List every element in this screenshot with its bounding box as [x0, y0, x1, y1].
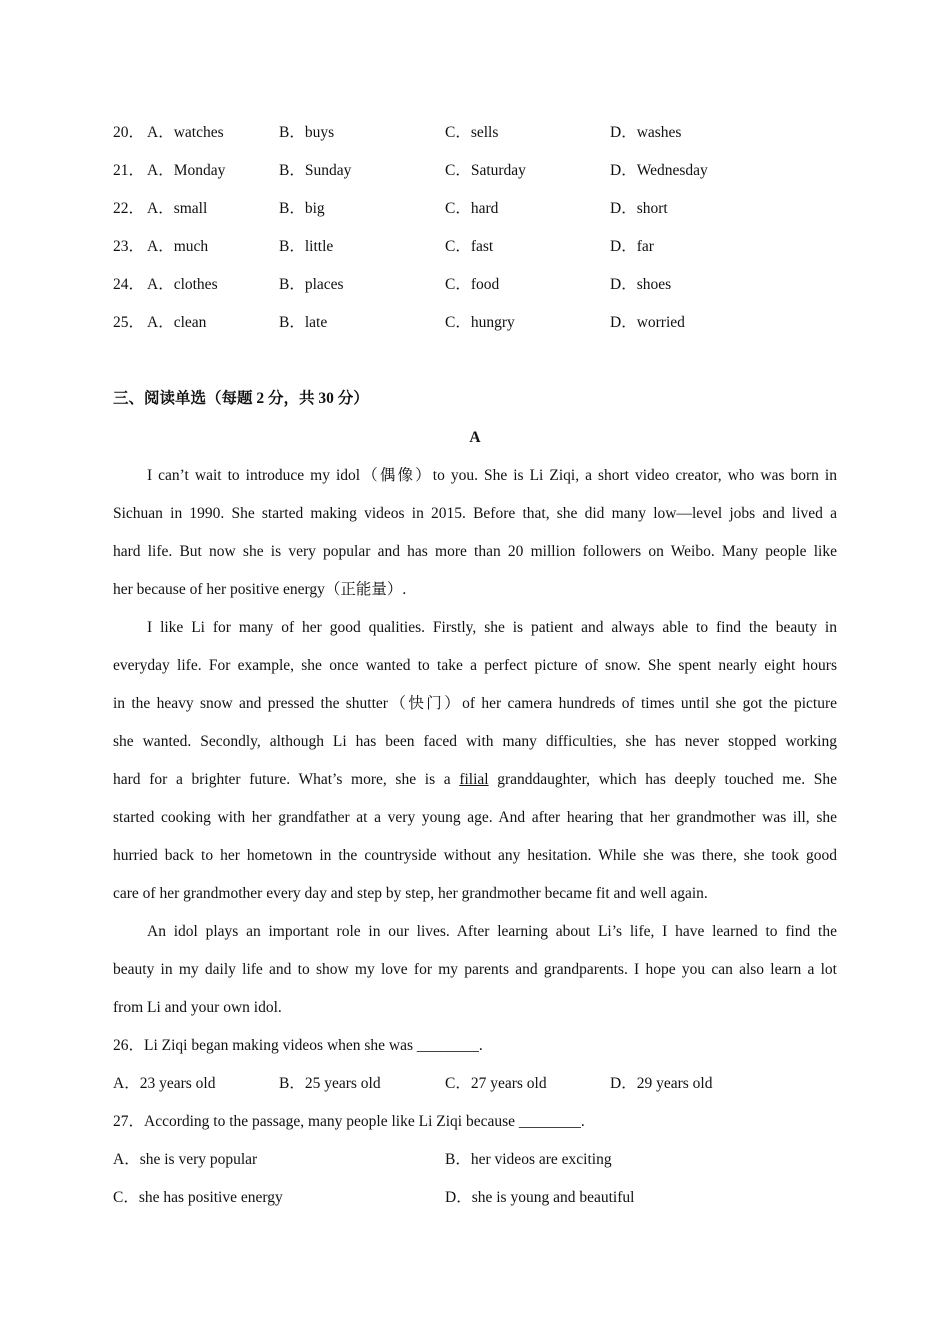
option-c: C．27 years old: [445, 1075, 547, 1092]
passage-line: everyday life. For example, she once wanted to take a perfect picture of snow. She spent nearly eight hours: [113, 657, 837, 674]
option-c: C．fast: [445, 238, 494, 255]
option-b: B．places: [279, 276, 344, 293]
option-d: D．far: [610, 238, 654, 255]
passage-line: I can’t wait to introduce my idol（偶像）to you. She is Li Ziqi, a short video creator, who was born in: [147, 467, 837, 484]
option-d: D．Wednesday: [610, 162, 708, 179]
question-number: 22．: [113, 200, 145, 217]
passage-line: I like Li for many of her good qualities. Firstly, she is patient and always able to find the beauty in: [147, 619, 837, 636]
question-number: 24．: [113, 276, 145, 293]
question-number: 20．: [113, 124, 145, 141]
option-a: A．she is very popular: [113, 1151, 258, 1168]
text-after: granddaughter, which has deeply touched me. She: [488, 771, 837, 788]
passage-line-filial: [113, 768, 837, 792]
passage-line: care of her grandmother every day and step by step, her grandmother became fit and well again.: [113, 885, 708, 902]
option-c: C．hard: [445, 200, 499, 217]
underlined-word-filial: filial: [459, 771, 489, 788]
question-number: 25．: [113, 314, 145, 331]
option-a: A．watches: [147, 124, 224, 141]
option-a: A．clothes: [147, 276, 218, 293]
passage-line: beauty in my daily life and to show my love for my parents and grandparents. I hope you can also learn a lot: [113, 961, 837, 978]
option-a: A．much: [147, 238, 209, 255]
option-c: C．hungry: [445, 314, 515, 331]
option-a: A．Monday: [147, 162, 226, 179]
option-d: D．29 years old: [610, 1075, 713, 1092]
option-b: B．little: [279, 238, 334, 255]
question-27-stem: 27．According to the passage, many people like Li Ziqi because ________.: [113, 1113, 585, 1130]
option-d: D．short: [610, 200, 668, 217]
option-a: A．23 years old: [113, 1075, 216, 1092]
passage-line: started cooking with her grandfather at a very young age. And after hearing that her grandmother was ill, she: [113, 809, 837, 826]
option-b: B．Sunday: [279, 162, 352, 179]
passage-line: hurried back to her hometown in the countryside without any hesitation. While she was there, she took good: [113, 847, 837, 864]
passage-line: Sichuan in 1990. She started making videos in 2015. Before that, she did many low—level jobs and lived a: [113, 505, 837, 522]
question-number: 23．: [113, 238, 145, 255]
option-c: C．food: [445, 276, 500, 293]
passage-line: her because of her positive energy（正能量）.: [113, 581, 407, 598]
option-a: A．small: [147, 200, 208, 217]
question-number: 21．: [113, 162, 145, 179]
option-d: D．she is young and beautiful: [445, 1189, 635, 1206]
option-b: B．buys: [279, 124, 335, 141]
option-b: B．25 years old: [279, 1075, 381, 1092]
option-d: D．washes: [610, 124, 682, 141]
passage-line: in the heavy snow and pressed the shutter（快门）of her camera hundreds of times until she got the picture: [113, 695, 837, 712]
text-before: hard for a brighter future. What’s more, she is a: [113, 771, 460, 788]
option-a: A．clean: [147, 314, 207, 331]
passage-line: she wanted. Secondly, although Li has been faced with many difficulties, she has never stopped working: [113, 733, 837, 750]
option-d: D．worried: [610, 314, 685, 331]
option-b: B．late: [279, 314, 328, 331]
passage-line: hard life. But now she is very popular and has more than 20 million followers on Weibo. Many people like: [113, 543, 837, 560]
option-d: D．shoes: [610, 276, 672, 293]
option-c: C．she has positive energy: [113, 1189, 283, 1206]
passage-line: from Li and your own idol.: [113, 999, 282, 1016]
option-b: B．big: [279, 200, 325, 217]
option-c: C．Saturday: [445, 162, 526, 179]
section-heading: 三、阅读单选（每题 2 分，共 30 分）: [113, 390, 369, 407]
question-26-stem: 26．Li Ziqi began making videos when she was ________.: [113, 1037, 483, 1054]
option-b: B．her videos are exciting: [445, 1151, 612, 1168]
option-c: C．sells: [445, 124, 499, 141]
passage-title: A: [469, 429, 481, 446]
passage-line: An idol plays an important role in our lives. After learning about Li’s life, I have learned to find the: [147, 923, 837, 940]
